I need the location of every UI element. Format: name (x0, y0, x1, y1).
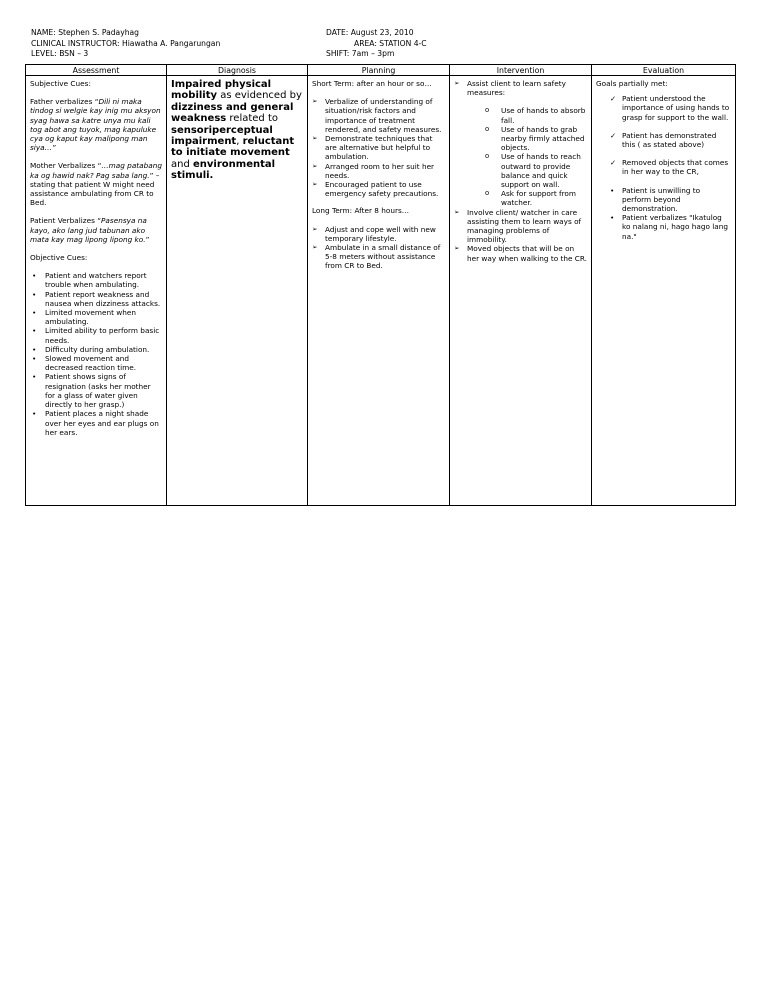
long-term-list (312, 225, 445, 271)
list-item: • Patient shows signs of resignation (asks her mother for a glass of water given directly to her grasp.) (30, 372, 162, 409)
list-item: ➢ Arranged room to her suit her needs. (312, 162, 445, 180)
record-date: DATE: August 23, 2010 (326, 28, 414, 37)
list-item: ✓ Patient has demonstrated this ( as stated above) (596, 131, 731, 149)
list-item: • Limited movement when ambulating. (30, 308, 162, 326)
list-item: ✓ Patient understood the importance of using hands to grasp for support to the wall. (596, 94, 731, 122)
goals-unmet-list (596, 186, 731, 241)
care-plan-row (26, 76, 736, 506)
planning-cell (308, 76, 450, 506)
list-item: • Patient verbalizes "Ikatulog ko nalang ni, hago hago lang na." (596, 213, 731, 241)
col-evaluation: Evaluation (592, 65, 736, 76)
intervention-list (454, 79, 587, 263)
col-intervention: Intervention (450, 65, 592, 76)
list-item: ✓ Removed objects that comes in her way to the CR, (596, 158, 731, 176)
student-name: NAME: Stephen S. Padayhag (31, 28, 139, 37)
col-diagnosis: Diagnosis (167, 65, 308, 76)
list-item: o Use of hands to reach outward to provide balance and quick support on wall. (467, 152, 587, 189)
list-item: o Use of hands to absorb fall. (467, 106, 587, 124)
list-item: • Difficulty during ambulation. (30, 345, 162, 354)
list-item: • Slowed movement and decreased reaction time. (30, 354, 162, 372)
father-verbalization: Father verbalizes “Dili ni maka tindog si welgie kay inig mu aksyon syag hawa sa katre unya mu kali tog abot ang tuyok, mag kapuluke cya og kaput kay malipong man siya…” (30, 97, 161, 153)
evaluation-cell (592, 76, 736, 506)
list-item: ➢ Verbalize of understanding of situation/risk factors and importance of treatment rendered, and safety measures. (312, 97, 445, 134)
list-item: ➢ Adjust and cope well with new temporary lifestyle. (312, 225, 445, 243)
list-item: • Patient is unwilling to perform beyond demonstration. (596, 186, 731, 214)
objective-cues-list (30, 271, 162, 437)
column-header-row (26, 65, 736, 76)
shift-time: SHIFT: 7am – 3pm (326, 49, 395, 58)
list-item: ➢ Involve client/ watcher in care assisting them to learn ways of managing problems of immobility. (454, 208, 587, 245)
assessment-cell (26, 76, 167, 506)
diagnosis-cell: Impaired physical mobility as evidenced by dizziness and general weakness related to sensoriperceptual impairment, reluctant to initiate movement and environmental stimuli. (167, 76, 308, 506)
list-item: • Patient report weakness and nausea when dizziness attacks. (30, 290, 162, 308)
long-term-goal: Long Term: After 8 hours… (312, 206, 410, 216)
list-item: o Ask for support from watcher. (467, 189, 587, 207)
list-item: ➢ Demonstrate techniques that are alternative but helpful to ambulation. (312, 134, 445, 162)
safety-measures-list (467, 106, 587, 207)
patient-verbalization: Patient Verbalizes “Pasensya na kayo, ako lang jud tabunan ako mata kay mag lipong lipong ko.” (30, 216, 150, 244)
clinical-instructor: CLINICAL INSTRUCTOR: Hiawatha A. Pangarungan (31, 38, 221, 48)
col-assessment: Assessment (26, 65, 167, 76)
subjective-cues-title: Subjective Cues: (30, 79, 91, 88)
student-level: LEVEL: BSN – 3 (31, 49, 89, 58)
nursing-care-plan-table (25, 64, 736, 506)
intervention-cell (450, 76, 592, 506)
short-term-goal: Short Term: after an hour or so… (312, 79, 432, 88)
objective-cues-title: Objective Cues: (30, 253, 88, 263)
col-planning: Planning (308, 65, 450, 76)
short-term-list (312, 97, 445, 198)
station-area: AREA: STATION 4-C (354, 38, 427, 48)
list-item: • Patient places a night shade over her eyes and ear plugs on her ears. (30, 409, 162, 437)
list-item: ➢ Ambulate in a small distance of 5-8 meters without assistance from CR to Bed. (312, 243, 445, 271)
evaluation-title: Goals partially met: (596, 79, 668, 88)
list-item: ➢ Encouraged patient to use emergency safety precautions. (312, 180, 445, 198)
header-left (31, 28, 220, 60)
goals-met-list (596, 94, 731, 176)
mother-verbalization: Mother Verbalizes “…mag patabang ka og hawid nak? Pag saba lang.” – stating that patient W might need assistance ambulating from CR to Bed. (30, 161, 162, 208)
header-right (326, 28, 427, 60)
list-item: • Patient and watchers report trouble when ambulating. (30, 271, 162, 289)
list-item: ➢ Assist client to learn safety measures: o Use of hands to absorb fall. o Use of hands to grab nearby firmly attached objects. o Use of hands to reach outward to provide balance and quick support on wall. o Ask for support from watcher. (454, 79, 587, 208)
list-item: o Use of hands to grab nearby firmly attached objects. (467, 125, 587, 153)
list-item: ➢ Moved objects that will be on her way when walking to the CR. (454, 244, 587, 262)
list-item: • Limited ability to perform basic needs. (30, 326, 162, 344)
